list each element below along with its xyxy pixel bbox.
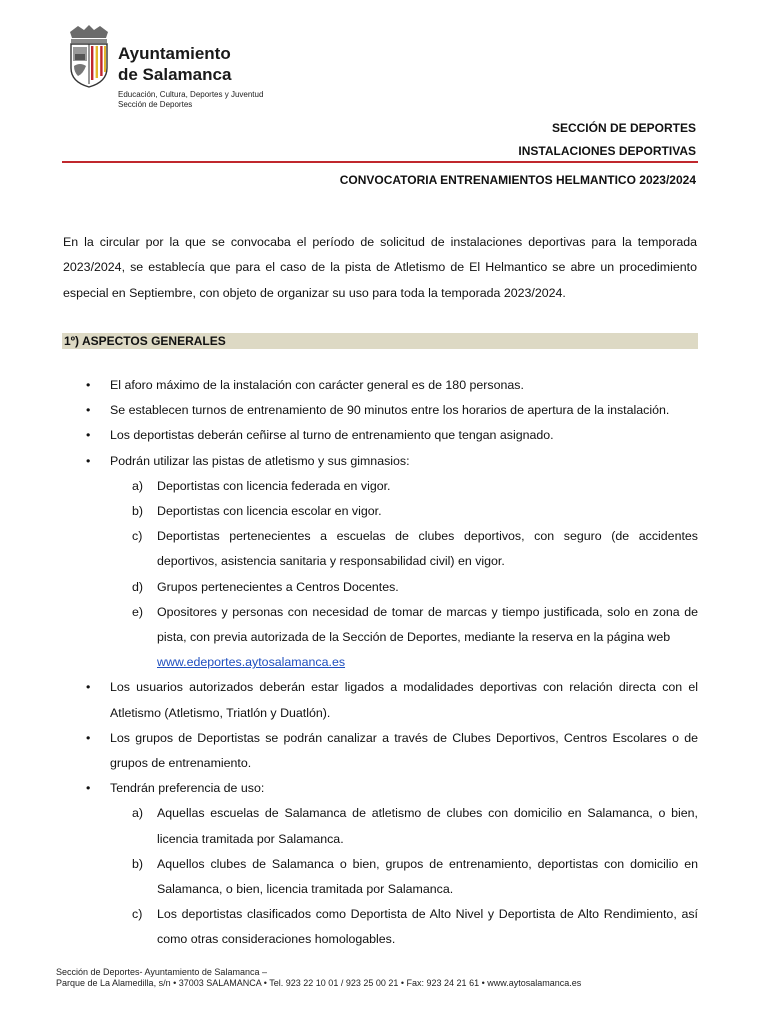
list-item: • El aforo máximo de la instalación con carácter general es de 180 personas. bbox=[62, 373, 698, 398]
sub-item: b) Deportistas con licencia escolar en vigor. bbox=[132, 504, 382, 519]
list-item: • Los usuarios autorizados deberán estar ligados a modalidades deportivas con relación directa con el Atletismo (Atletismo, Triatlón y Duatlón). bbox=[62, 675, 698, 725]
list-item: • Los grupos de Deportistas se podrán canalizar a través de Clubes Deportivos, Centros Escolares o de grupos de entrenamiento. bbox=[62, 726, 698, 776]
bullet: • bbox=[86, 378, 91, 392]
sub-item: c) Deportistas pertenecientes a escuelas de clubes deportivos, con seguro (de accidentes deportivos, asistencia sanitaria y responsabilidad civil) en vigor. bbox=[132, 529, 698, 569]
list-item: • Se establecen turnos de entrenamiento de 90 minutos entre los horarios de apertura de la instalación. bbox=[62, 398, 698, 423]
intro-paragraph: En la circular por la que se convocaba el período de solicitud de instalaciones deportivas para la temporada 2023/2024, se establecía que para el caso de la pista de Atletismo de El Helmantico se abre un procedimiento especial en Septiembre, con objeto de organizar su uso para toda la temporada 2023/2024. bbox=[63, 235, 697, 300]
bullet: • bbox=[86, 428, 91, 443]
section-title: 1º) ASPECTOS GENERALES bbox=[64, 334, 226, 348]
bullet: • bbox=[86, 730, 91, 745]
coat-of-arms-icon bbox=[66, 24, 112, 88]
sub-item: d) Grupos pertenecientes a Centros Docentes. bbox=[132, 579, 399, 594]
edeportes-link[interactable]: www.edeportes.aytosalamanca.es bbox=[157, 655, 346, 670]
list-item: • Los deportistas deberán ceñirse al turno de entrenamiento que tengan asignado. bbox=[62, 423, 698, 448]
sub-item: a) Deportistas con licencia federada en vigor. bbox=[132, 478, 391, 493]
sub-item: c) Los deportistas clasificados como Deportista de Alto Nivel y Deportista de Alto Rendimiento, así como otras consideraciones homologables. bbox=[132, 907, 698, 947]
sub-item: a) Aquellas escuelas de Salamanca de atletismo de clubes con domicilio en Salamanca, o bien, licencia tramitada por Salamanca. bbox=[132, 806, 698, 846]
sub-item: b) Aquellos clubes de Salamanca o bien, grupos de entrenamiento, deportistas con domicilio en Salamanca, o bien, licencia tramitada por Salamanca. bbox=[132, 856, 698, 897]
general-aspects-list bbox=[62, 373, 698, 953]
document-title: CONVOCATORIA ENTRENAMIENTOS HELMANTICO 2023/2024 bbox=[339, 173, 696, 187]
bullet: • bbox=[86, 781, 91, 796]
list-item: • Tendrán preferencia de uso: bbox=[62, 776, 698, 801]
city-logo bbox=[66, 24, 266, 116]
list-item: • Podrán utilizar las pistas de atletismo y sus gimnasios: bbox=[62, 449, 698, 474]
bullet: • bbox=[86, 680, 91, 695]
footer-line-2: Parque de La Alamedilla, s/n • 37003 SALAMANCA • Tel. 923 22 10 01 / 923 25 00 21 • Fax: 923 24 21 61 • www.aytosalamanca.es bbox=[56, 978, 582, 988]
sub-item: e) Opositores y personas con necesidad de tomar de marcas y tiempo justificada, solo en zona de pista, con previa autorizada de la Sección de Deportes, mediante la reserva en la página web www.edeportes.aytosalamanca.es bbox=[132, 604, 698, 670]
header-subsection: INSTALACIONES DEPORTIVAS bbox=[518, 144, 696, 158]
page-footer bbox=[56, 967, 581, 989]
section-heading-bar bbox=[62, 333, 698, 349]
footer-line-1: Sección de Deportes- Ayuntamiento de Salamanca – bbox=[56, 967, 267, 977]
org-department: Educación, Cultura, Deportes y Juventud Sección de Deportes bbox=[118, 90, 264, 109]
header-divider bbox=[62, 161, 698, 163]
bullet: • bbox=[86, 403, 91, 418]
org-name: Ayuntamiento de Salamanca bbox=[118, 44, 232, 84]
header-section: SECCIÓN DE DEPORTES bbox=[551, 121, 696, 135]
bullet: • bbox=[86, 453, 91, 468]
